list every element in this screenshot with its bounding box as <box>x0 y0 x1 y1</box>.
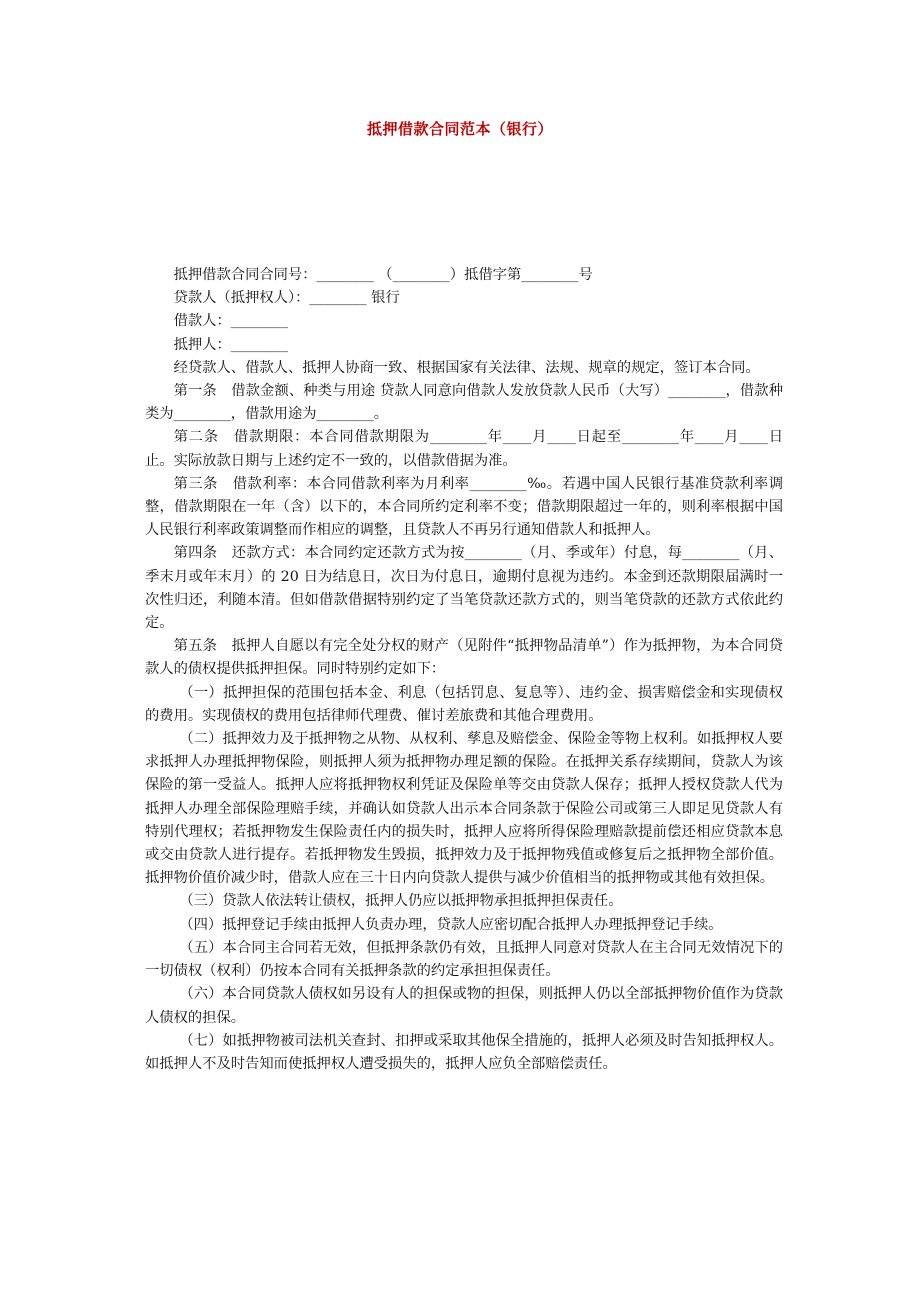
clause-1-paragraph: （一）抵押担保的范围包括本金、利息（包括罚息、复息等）、违约金、损害赔偿金和实现债权的费用。实现债权的费用包括律师代理费、催讨差旅费和其他合理费用。 <box>145 684 783 724</box>
contract-number-line: 抵押借款合同合同号：________ （________）抵借字第________号 <box>173 267 593 283</box>
preamble-paragraph: 经贷款人、借款人、抵押人协商一致、根据国家有关法律、法规、规章的规定，签订本合同。 <box>173 359 760 376</box>
article-5-paragraph: 第五条 抵押人自愿以有完全处分权的财产（见附件“抵押物品清单”）作为抵押物，为本合同贷款人的债权提供抵押担保。同时特别约定如下： <box>145 638 783 678</box>
borrower-line: 借款人：________ <box>173 313 288 330</box>
lender-line: 贷款人（抵押权人）：________ 银行 <box>173 290 400 307</box>
clause-5-paragraph: （五）本合同主合同若无效，但抵押条款仍有效，且抵押人同意对贷款人在主合同无效情况下的一切债权（权利）仍按本合同有关抵押条款的约定承担担保责任。 <box>145 939 783 980</box>
article-1-paragraph: 第一条 借款金额、种类与用途 贷款人同意向借款人发放贷款人民币（大写）________，借款种类为________，借款用途为________。 <box>145 383 783 423</box>
clause-4-paragraph: （四）抵押登记手续由抵押人负责办理，贷款人应密切配合抵押人办理抵押登记手续。 <box>179 916 723 933</box>
document-title: 抵押借款合同范本（银行） <box>366 120 553 138</box>
clause-6-paragraph: （六）本合同贷款人债权如另设有人的担保或物的担保，则抵押人仍以全部抵押物价值作为贷款人债权的担保。 <box>145 986 783 1026</box>
clause-7-paragraph: （七）如抵押物被司法机关查封、扣押或采取其他保全措施的，抵押人必须及时告知抵押权人。如抵押人不及时告知而使抵押权人遭受损失的，抵押人应负全部赔偿责任。 <box>145 1032 783 1072</box>
article-2-paragraph: 第二条 借款期限：本合同借款期限为________年____月____日起至________年____月____日止。实际放款日期与上述约定不一致的，以借款借据为准。 <box>145 429 783 469</box>
clause-3-paragraph: （三）贷款人依法转让债权，抵押人仍应以抵押物承担抵押担保责任。 <box>179 893 623 910</box>
document-body <box>145 264 783 1076</box>
mortgagor-line: 抵押人：________ <box>173 336 288 353</box>
clause-2-paragraph: （二）抵押效力及于抵押物之从物、从权利、孳息及赔偿金、保险金等物上权利。如抵押权人要求抵押人办理抵押物保险，则抵押人须为抵押物办理足额的保险。在抵押关系存续期间，贷款人为该保险的第一受益人。抵押人应将抵押物权利凭证及保险单等交由贷款人保存；抵押人授权贷款人代为抵押人办理全部保险理赔手续，并确认如贷款人出示本合同条款于保险公司或第三人即足见贷款人有特别代理权；若抵押物发生保险责任内的损失时，抵押人应将所得保险理赔款提前偿还相应贷款本息或交由贷款人进行提存。若抵押物发生毁损，抵押效力及于抵押物残值或修复后之抵押物全部价值。抵押物价值价减少时，借款人应在三十日内向贷款人提供与减少价值相当的抵押物或其他有效担保。 <box>145 731 783 887</box>
article-3-paragraph: 第三条 借款利率：本合同借款利率为月利率________‰。若遇中国人民银行基准贷款利率调整，借款期限在一年（含）以下的，本合同所约定利率不变；借款期限超过一年的，则利率根据中国人民银行利率政策调整而作相应的调整，且贷款人不再另行通知借款人和抵押人。 <box>145 475 783 539</box>
article-4-paragraph: 第四条 还款方式：本合同约定还款方式为按________（月、季或年）付息，每________（月、季末月或年末月）的 20 日为结息日，次日为付息日，逾期付息视为违约。本金到还款期限届满时一次性归还，利随本清。但如借款借据特别约定了当笔贷款还款方式的，则当笔贷款的还款方式依此约定。 <box>145 545 783 632</box>
